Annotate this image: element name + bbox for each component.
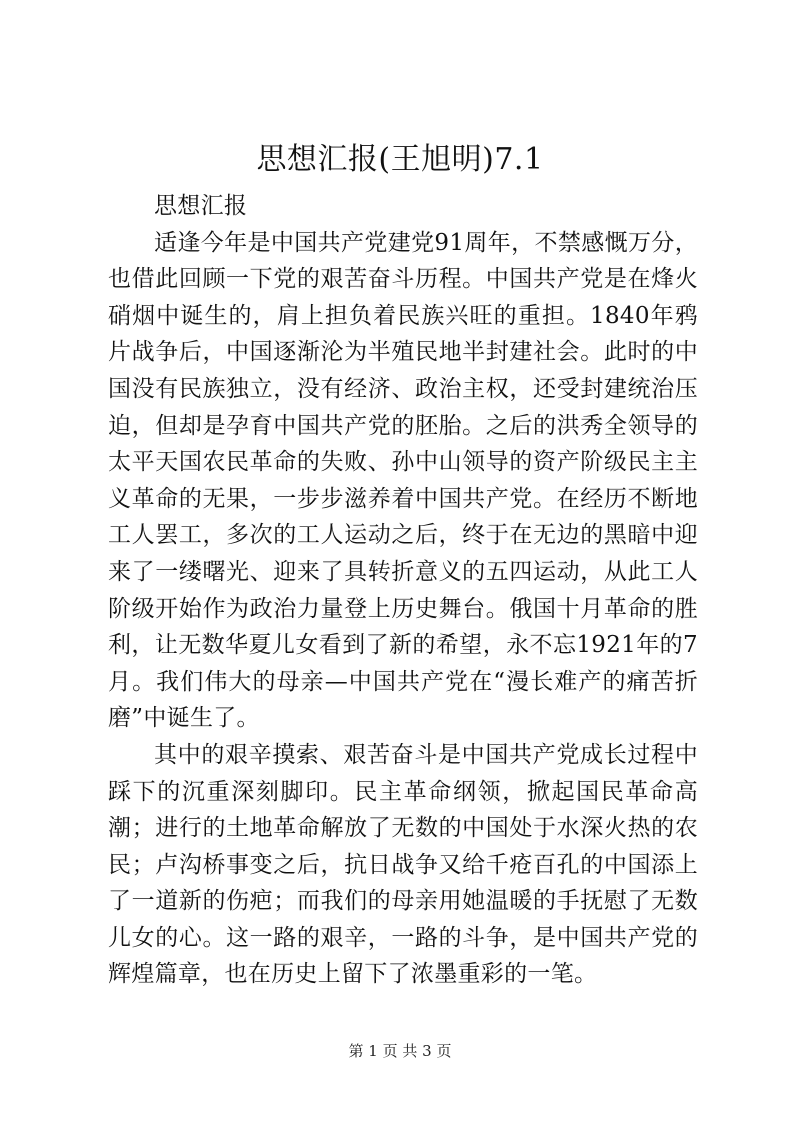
document-body (108, 188, 698, 993)
paragraph: 其中的艰辛摸索、艰苦奋斗是中国共产党成长过程中踩下的沉重深刻脚印。民主革命纲领，掀起国民革命高潮；进行的土地革命解放了无数的中国处于水深火热的农民；卢沟桥事变之后，抗日战争又给千疮百孔的中国添上了一道新的伤疤；而我们的母亲用她温暖的手抚慰了无数儿女的心。这一路的艰辛，一路的斗争，是中国共产党的辉煌篇章，也在历史上留下了浓墨重彩的一笔。 (108, 741, 698, 988)
page-footer: 第 1 页 共 3 页 (348, 1042, 452, 1060)
paragraph-heading: 思想汇报 (154, 193, 248, 219)
document-title: 思想汇报(王旭明)7.1 (256, 142, 544, 177)
paragraph: 适逢今年是中国共产党建党91周年，不禁感慨万分，也借此回顾一下党的艰苦奋斗历程。中国共产党是在烽火硝烟中诞生的，肩上担负着民族兴旺的重担。1840年鸦片战争后，中国逐渐沦为半殖民地半封建社会。此时的中国没有民族独立，没有经济、政治主权，还受封建统治压迫，但却是孕育中国共产党的胚胎。之后的洪秀全领导的太平天国农民革命的失败、孙中山领导的资产阶级民主主义革命的无果，一步步滋养着中国共产党。在经历不断地工人罢工，多次的工人运动之后，终于在无边的黑暗中迎来了一缕曙光、迎来了具转折意义的五四运动，从此工人阶级开始作为政治力量登上历史舞台。俄国十月革命的胜利，让无数华夏儿女看到了新的希望，永不忘1921年的7月。我们伟大的母亲—中国共产党在“漫长难产的痛苦折磨”中诞生了。 (108, 229, 698, 732)
